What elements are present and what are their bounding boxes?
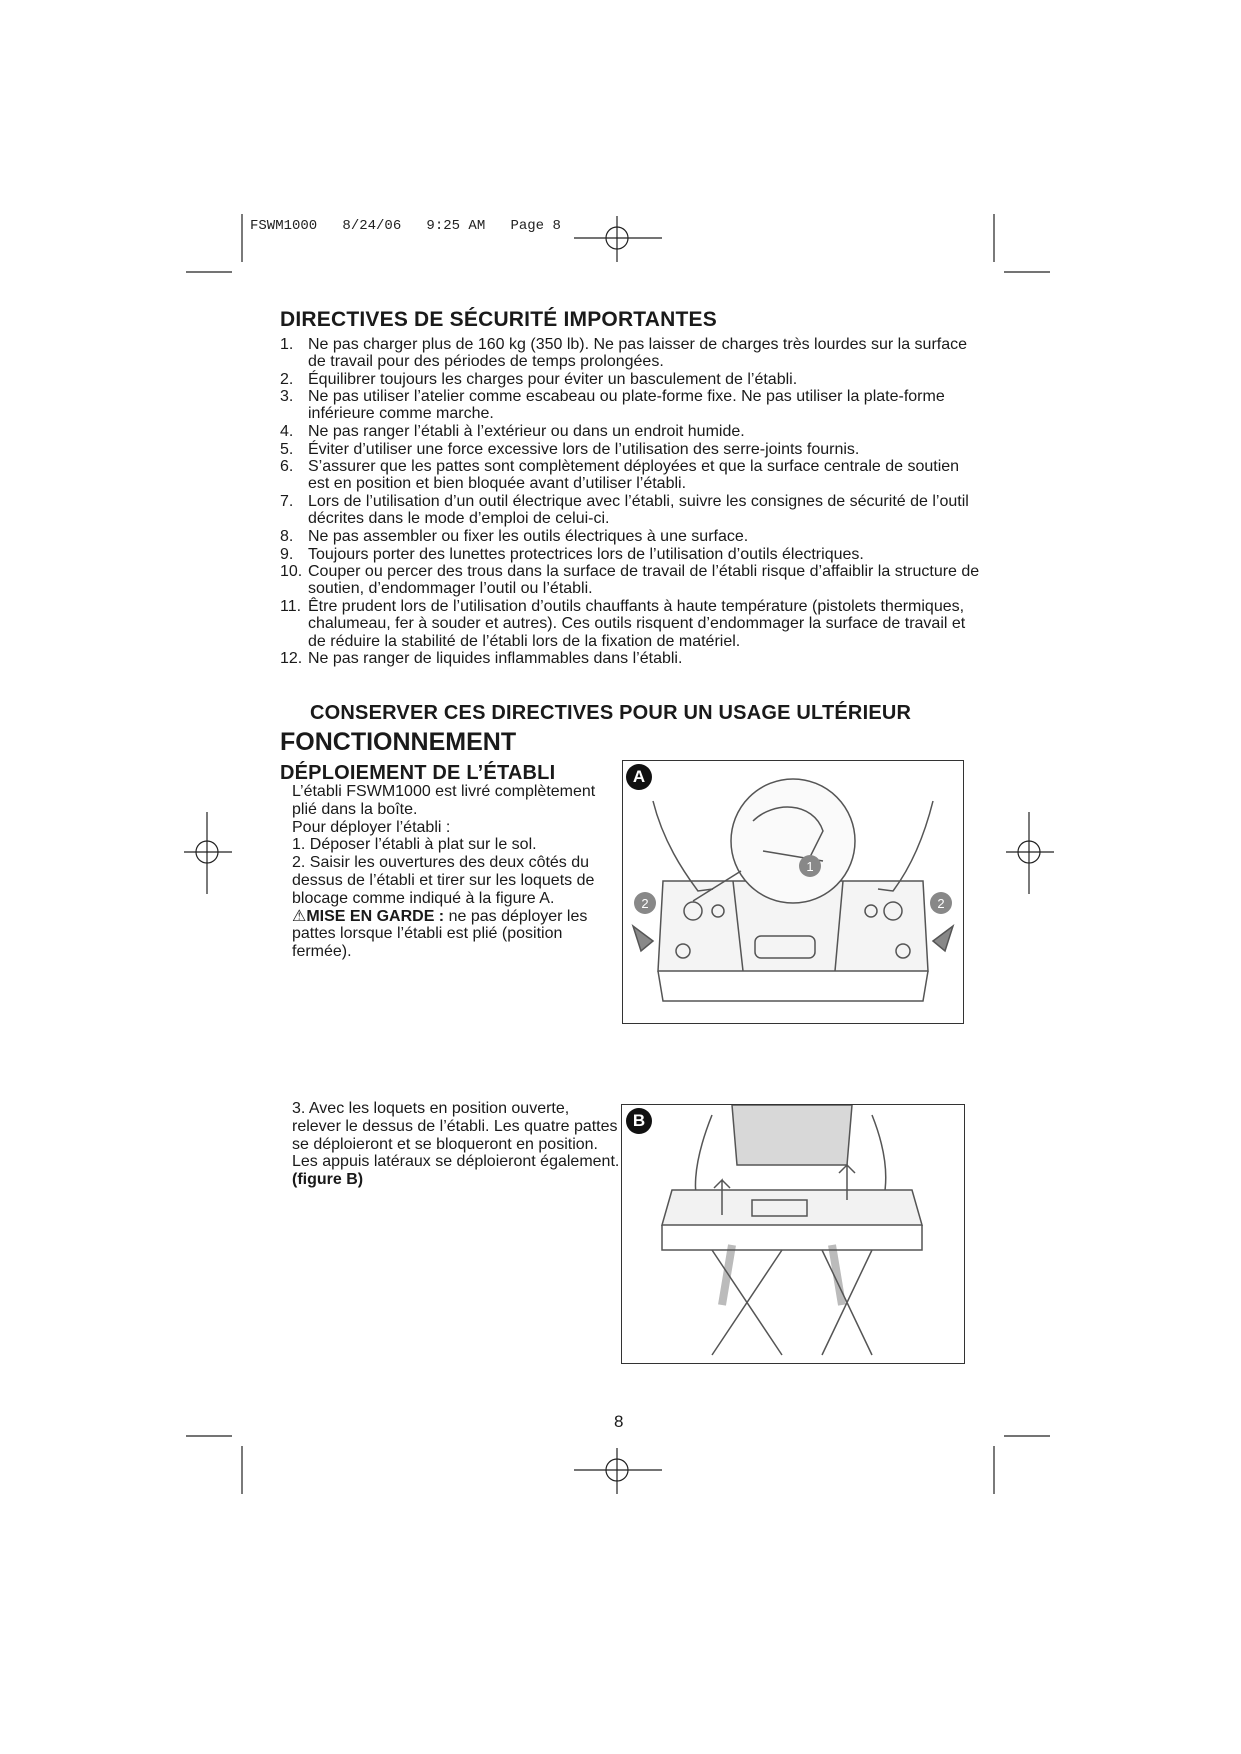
item-text: Éviter d’utiliser une force excessive lors de l’utilisation des serre-joints fournis. [308, 441, 860, 458]
list-item [280, 371, 980, 388]
warning-icon: ⚠ [292, 907, 307, 925]
item-number: 4. [280, 423, 294, 440]
warning-label: MISE EN GARDE : [306, 907, 445, 925]
item-number: 2. [280, 371, 294, 388]
item-number: 11. [280, 598, 302, 615]
item-text: Être prudent lors de l’utilisation d’outils chauffants à haute température (pistolets thermiques, chalumeau, fer à souder et autres). Ces outils risquent d’endommager la surface de travail et de réduire la stabilité de l’établi lors de la fixation de matériel. [308, 598, 966, 650]
list-item [280, 388, 980, 423]
figure-b-illustration [622, 1105, 964, 1363]
item-text: Lors de l’utilisation d’un outil électrique avec l’établi, suivre les consignes de sécurité de l’outil décrites dans le mode d’emploi de celui-ci. [308, 493, 969, 528]
list-item [280, 458, 980, 493]
item-number: 3. [280, 388, 294, 405]
deploy-subtitle: DÉPLOIEMENT DE L’ÉTABLI [280, 762, 556, 784]
figure-b-badge: B [626, 1108, 652, 1134]
item-number: 10. [280, 563, 303, 580]
list-item [280, 528, 980, 545]
item-number: 8. [280, 528, 294, 545]
conserve-heading: CONSERVER CES DIRECTIVES POUR UN USAGE ULTÉRIEUR [310, 702, 912, 724]
item-text: Ne pas utiliser l’atelier comme escabeau ou plate-forme fixe. Ne pas utiliser la plate-forme inférieure comme marche. [308, 388, 945, 423]
list-item [280, 441, 980, 458]
item-number: 7. [280, 493, 294, 510]
step-3-text: 3. Avec les loquets en position ouverte, relever le dessus de l’établi. Les quatre pattes se déploieront et se bloqueront en position. Les appuis latéraux se déploieront également. [292, 1100, 620, 1171]
step-1: 1. Déposer l’établi à plat sur le sol. [292, 836, 537, 854]
print-slug: FSWM1000 8/24/06 9:25 AM Page 8 [250, 218, 561, 234]
figure-b [621, 1104, 965, 1364]
callout-2-left: 2 [641, 896, 649, 911]
step-3 [292, 1100, 622, 1189]
step-2: 2. Saisir les ouvertures des deux côtés du dessus de l’établi et tirer sur les loquets de blocage comme indiqué à la figure A. [292, 854, 595, 907]
item-text: Ne pas ranger de liquides inflammables dans l’établi. [308, 650, 683, 667]
list-item [280, 546, 980, 563]
list-item [280, 650, 980, 667]
figure-a [622, 760, 964, 1024]
list-item [280, 563, 980, 598]
list-item [280, 598, 980, 650]
operation-title: FONCTIONNEMENT [280, 728, 517, 756]
item-number: 12. [280, 650, 303, 667]
item-number: 9. [280, 546, 294, 563]
item-text: Ne pas assembler ou fixer les outils électriques à une surface. [308, 528, 749, 545]
item-number: 6. [280, 458, 294, 475]
safety-title: DIRECTIVES DE SÉCURITÉ IMPORTANTES [280, 308, 717, 331]
warning-text: ne pas déployer les pattes lorsque l’établi est plié (position fermée). [292, 907, 588, 961]
list-item [280, 493, 980, 528]
item-text: Équilibrer toujours les charges pour éviter un basculement de l’établi. [308, 371, 798, 388]
figure-a-badge: A [626, 764, 652, 790]
callout-2-right: 2 [937, 896, 945, 911]
item-number: 1. [280, 336, 294, 353]
item-text: Ne pas charger plus de 160 kg (350 lb). Ne pas laisser de charges très lourdes sur la surface de travail pour des périodes de temps prolongées. [308, 336, 968, 371]
deploy-instructions [292, 783, 617, 961]
item-text: Couper ou percer des trous dans la surface de travail de l’établi risque d’affaiblir la structure de soutien, d’endommager l’outil ou l’établi. [308, 563, 980, 598]
item-text: Toujours porter des lunettes protectrices lors de l’utilisation d’outils électriques. [308, 546, 864, 563]
lead-text: Pour déployer l’établi : [292, 818, 451, 836]
item-text: Ne pas ranger l’établi à l’extérieur ou dans un endroit humide. [308, 423, 745, 440]
warning [292, 908, 617, 961]
page-number: 8 [614, 1412, 624, 1431]
figure-b-reference: (figure B) [292, 1171, 364, 1189]
figure-a-illustration [623, 761, 963, 1023]
item-text: S’assurer que les pattes sont complètement déployées et que la surface centrale de soutien est en position et bien bloquée avant d’utiliser l’établi. [308, 458, 960, 493]
intro-text: L’établi FSWM1000 est livré complètement plié dans la boîte. [292, 783, 596, 818]
list-item [280, 423, 980, 440]
item-number: 5. [280, 441, 294, 458]
callout-1: 1 [806, 859, 814, 874]
list-item [280, 336, 980, 371]
